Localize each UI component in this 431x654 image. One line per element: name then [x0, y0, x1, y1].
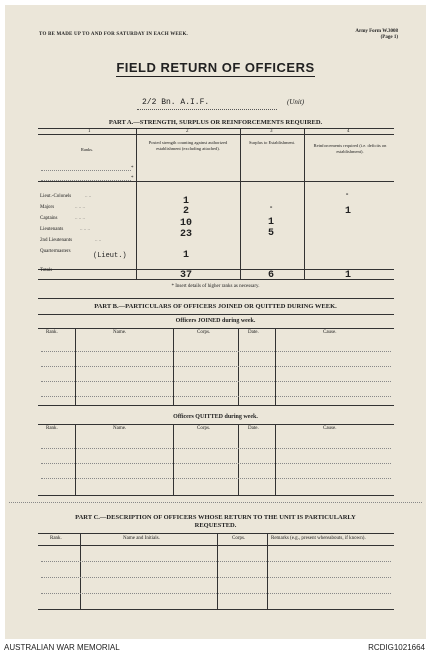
- qm-extra-rank: (Lieut.): [93, 252, 127, 260]
- col-header-posted: Posted strength counting against authorized establishment (excluding attached).: [148, 140, 228, 151]
- col-header-ranks: Ranks.: [80, 147, 94, 152]
- joined-col-rank: Rank.: [46, 330, 58, 335]
- part-c-heading-1: PART C.—DESCRIPTION OF OFFICERS WHOSE RETURN TO THE UNIT IS PARTICULARLY: [75, 514, 356, 521]
- form-number: Army Form W.3008: [355, 29, 398, 34]
- posted-majors: 1: [183, 196, 190, 207]
- joined-title: Officers JOINED during week.: [175, 318, 256, 324]
- quitted-title: Officers QUITTED during week.: [173, 414, 258, 420]
- header-instruction: TO BE MADE UP TO AND FOR SATURDAY IN EACH WEEK.: [39, 32, 189, 37]
- rank-majors: Majors: [40, 205, 55, 210]
- part-a-heading: PART A.—STRENGTH, SURPLUS OR REINFORCEMENTS REQUIRED.: [108, 119, 323, 126]
- unit-label: (Unit): [287, 98, 305, 106]
- joined-col-name: Name.: [113, 330, 127, 335]
- surplus-lieutenants: 1: [268, 217, 275, 228]
- quitted-col-rank: Rank.: [46, 426, 58, 431]
- reinf-lieut-colonels: -: [345, 191, 350, 199]
- col-header-reinforcements: Reinforcements required (i.e. deficits on establishment).: [313, 143, 387, 154]
- total-reinf: 1: [345, 270, 352, 281]
- footer-source: AUSTRALIAN WAR MEMORIAL: [4, 643, 120, 652]
- total-posted: 37: [180, 270, 193, 281]
- rank-lieut-colonels: Lieut.-Colonels: [40, 194, 72, 199]
- surplus-2nd-lieutenants: 5: [268, 228, 275, 239]
- footer-record-id: RCDIG1021664: [368, 643, 425, 652]
- col-number-4: 4: [347, 129, 350, 134]
- col-number-2: 2: [186, 129, 189, 134]
- form-sheet: TO BE MADE UP TO AND FOR SATURDAY IN EACH WEEK. Army Form W.3008 (Page 1) FIELD RETURN OF OFFICERS 2/2 Bn. A.I.F. (Unit) PART A.—STRENGTH, SURPLUS OR REINFORCEMENTS REQUIRED. 1 2 3 4 Ranks. Posted strength counting against authorized establishment (excluding attached). Surplus to Establishment. Reinforcements required (i.e. deficits on establishment). * * Lieut.-Colonels Majors Captains Lieutenants 2nd Lieutenants Quartermasters (Lieut.) Totals .. .. .. .. .. .. .. .. .. .. .. .. .. 1 2 10 23 1 37 - 1 5 6 - 1 1 * Insert details of higher ranks as necessary. PART B.—PARTICULARS OF OFFICERS JOINED OR QUITTED DURING WEEK. Officers JOINED during week. Rank. Name. Corps. Date. Cause. Officers QUITTED during week. Rank. Name. Corps. Date. Cause. PART C.—DESCRIPTION OF OFFICERS WHOSE RETURN TO THE UNIT IS PARTICULARLY REQUESTED. Rank. Name and Initials. Corps. Remarks (e.g., present whereabouts, if known).: [5, 5, 426, 639]
- joined-col-cause: Cause.: [323, 330, 337, 335]
- quitted-col-corps: Corps.: [197, 426, 211, 431]
- archive-footer: [0, 640, 431, 654]
- quitted-col-cause: Cause.: [323, 426, 337, 431]
- posted-quartermasters: 1: [183, 250, 190, 261]
- unit-value: 2/2 Bn. A.I.F.: [142, 98, 210, 107]
- part-c-col-corps: Corps.: [232, 536, 246, 541]
- part-c-heading-2: REQUESTED.: [194, 522, 237, 529]
- part-c-col-remarks: Remarks (e.g., present whereabouts, if known).: [271, 536, 366, 541]
- page-number: (Page 1): [380, 35, 398, 40]
- reinf-captains: 1: [345, 206, 352, 217]
- rank-2nd-lieutenants: 2nd Lieutenants: [40, 238, 73, 243]
- rank-captains: Captains: [40, 216, 58, 221]
- rank-quartermasters: Quartermasters: [40, 249, 71, 254]
- col-number-1: 1: [88, 129, 91, 134]
- posted-2nd-lieutenants: 23: [180, 229, 193, 240]
- rank-lieutenants: Lieutenants: [40, 227, 64, 232]
- quitted-col-name: Name.: [113, 426, 127, 431]
- surplus-captains: -: [269, 204, 274, 212]
- posted-lieutenants: 10: [180, 218, 193, 229]
- joined-col-corps: Corps.: [197, 330, 211, 335]
- quitted-col-date: Date.: [248, 426, 259, 431]
- part-a-footnote: * Insert details of higher ranks as necessary.: [171, 284, 260, 289]
- col-number-3: 3: [270, 129, 273, 134]
- posted-captains: 2: [183, 206, 190, 217]
- part-c-col-name: Name and Initials.: [123, 536, 160, 541]
- part-b-heading: PART B.—PARTICULARS OF OFFICERS JOINED OR QUITTED DURING WEEK.: [94, 303, 337, 310]
- part-c-col-rank: Rank.: [50, 536, 62, 541]
- unit-line: [137, 109, 277, 110]
- form-title: FIELD RETURN OF OFFICERS: [116, 60, 315, 75]
- header-form-number: [355, 29, 398, 41]
- total-surplus: 6: [268, 270, 275, 281]
- totals-label: Totals: [40, 268, 53, 273]
- col-header-surplus: Surplus to Establishment.: [248, 140, 296, 145]
- joined-col-date: Date.: [248, 330, 259, 335]
